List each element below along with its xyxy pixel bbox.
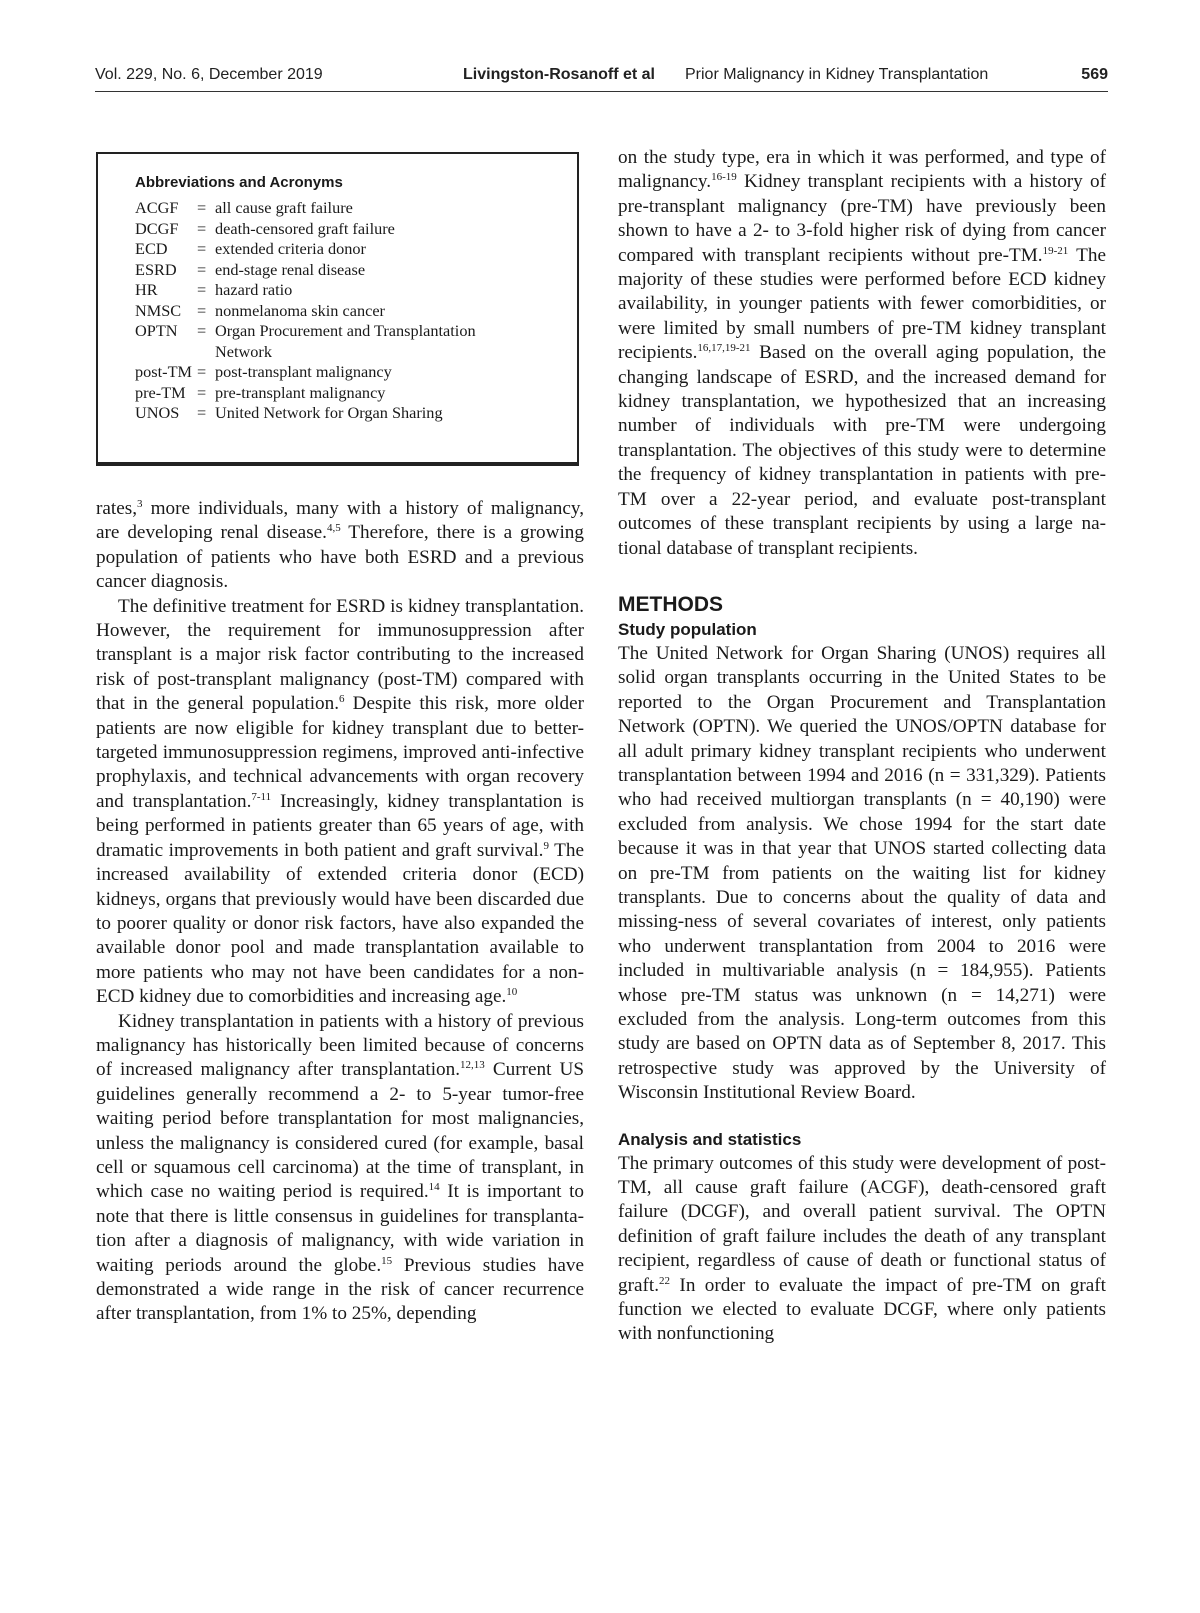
- abbreviation-row: UNOS = United Network for Organ Sharing: [135, 403, 443, 422]
- abbreviation-row: pre-TM = pre-transplant malignancy: [135, 382, 386, 402]
- abbreviations-box: [96, 152, 579, 466]
- paragraph: Kidney transplantation in patients with a history of previous malignancy has historically been limited because of concerns of increased malignancy after transplantation.$^{12,13}$ Current US guidelines generally recommend a 2- to 5-year tumor-free waiting period before transplantation for most malignancies, unless the malignancy is considered cured (for example, basal cell or squamous cell carcinoma) at the time of transplant, in which case no waiting period is required.$^{14}$ It is important to note that there is little consensus in guidelines for transplantation after a diagnosis of malignancy, with wide variation in waiting periods around the globe.$^{15}$ Previous studies have demonstrated a wide range in the risk of cancer recurrence after transplantation, from 1% to 25%, depending: [96, 1010, 585, 1325]
- running-authors: Livingston-Rosanoff et al: [463, 66, 655, 83]
- abbreviation-row: ESRD = end-stage renal disease: [135, 259, 366, 279]
- abbreviations-title: Abbreviations and Acronyms: [135, 174, 343, 191]
- abbreviation-row: ECD = extended criteria donor: [135, 239, 366, 258]
- paragraph: The United Network for Organ Sharing (UNOS) requires all solid organ transplants occurring in the United States to be reported to the Organ Procurement and Transplantation Network (OPTN). We queried the UNOS/OPTN database for all adult primary kidney transplant recipients who underwent transplantation between 1994 and 2016 (n = 331,329). Patients who had received multiorgan transplants (n = 40,190) were excluded from analysis. We chose 1994 for the start date because it was in that year that UNOS started collecting data on pre-TM from patients on the waiting list for kidney transplants. Due to concerns about the quality of data and missing-ness of several covariates of interest, only patients who underwent transplantation from 2004 to 2016 were included in multivariable analysis (n = 184,955). Patients whose pre-TM status was unknown (n = 14,271) were excluded from the analysis. Long-term outcomes from this study are based on OPTN data as of September 8, 2017. This retrospective study was approved by the University of Wisconsin Institutional Review Board.: [618, 642, 1106, 1104]
- analysis-heading: Analysis and statistics: [618, 1129, 802, 1149]
- running-title: Prior Malignancy in Kidney Transplantation: [685, 66, 989, 83]
- paragraph: The primary outcomes of this study were development of post-TM, all cause graft failure (ACGF), death-censored graft failure (DCGF), and overall patient survival. The OPTN definition of graft failure includes the death of any transplant recipient, regardless of cause of death or functional status of graft.$^{22}$ In order to evaluate the impact of pre-TM on graft function we elected to evaluate DCGF, where only patients with nonfunctioning: [618, 1152, 1106, 1345]
- abbreviations-table: [135, 198, 515, 424]
- methods-heading: METHODS: [618, 592, 723, 616]
- abbreviation-row: post-TM = post-transplant malignancy: [135, 362, 392, 381]
- page-number: 569: [1081, 66, 1108, 83]
- paragraph: on the study type, era in which it was performed, and type of malignancy.$^{16-19}$ Kidney transplant recipients with a history of pre-transplant malignancy (pre-TM) have previously been shown to have a 2- to 3-fold higher risk of dying from cancer compared with transplant recipients without pre-TM.$^{19-21}$ The majority of these studies were performed before ECD kidney availability, in younger patients with fewer comorbidities, or were limited by small numbers of pre-TM kidney transplant recipients.$^{16,17,19-21}$ Based on the overall aging population, the changing landscape of ESRD, and the increased demand for kidney transplantation, we hypothesized that an increasing number of individuals with pre-TM were undergoing transplantation. The objectives of this study were to determine the frequency of kidney transplantation in patients with pre-TM over a 22-year period, and evaluate post-transplant outcomes of these transplant recipients by using a large national database of transplant recipients.: [618, 147, 1107, 559]
- running-header: [95, 66, 1108, 92]
- abbreviation-row: NMSC = nonmelanoma skin cancer: [135, 300, 385, 320]
- left-column: [96, 497, 584, 1327]
- header-divider: [95, 91, 1108, 92]
- paragraph: The definitive treatment for ESRD is kidney transplantation. However, the requirement for immunosuppression after transplant is a major risk factor contributing to the increased risk of post-transplant malignancy (post-TM) compared with that in the general population.$^6$ Despite this risk, more older patients are now eligible for kidney transplant due to better-targeted immunosuppression regimens, improved anti-infective prophylaxis, and technical advancements with organ recovery and transplantation.$^{7-11}$ Increasingly, kidney transplantation is being performed in patients greater than 65 years of age, with dramatic improvements in both patient and graft survival.$^9$ The increased availability of extended criteria donor (ECD) kidneys, organs that previously would have been discarded due to poorer quality or donor risk factors, have also expanded the available donor pool and made transplantation available to more patients who may not have been candidates for a non-ECD kidney due to comorbidities and increasing age.$^{10}$: [96, 595, 584, 1008]
- abbreviation-row: HR = hazard ratio: [135, 280, 293, 299]
- journal-volume: Vol. 229, No. 6, December 2019: [95, 66, 323, 83]
- abbreviation-row: ACGF = all cause graft failure: [135, 198, 353, 217]
- right-column: [618, 146, 1106, 1347]
- paragraph: rates,$^3$ more individuals, many with a history of malignancy, are developing renal disease.$^{4,5}$ Therefore, there is a growing population of patients who have both ESRD and a previous cancer diagnosis.: [96, 498, 584, 593]
- study-population-heading: Study population: [618, 619, 757, 639]
- abbreviation-row: OPTN = Organ Procurement and Transplantation Network: [135, 321, 476, 361]
- abbreviation-row: DCGF = death-censored graft failure: [135, 218, 395, 238]
